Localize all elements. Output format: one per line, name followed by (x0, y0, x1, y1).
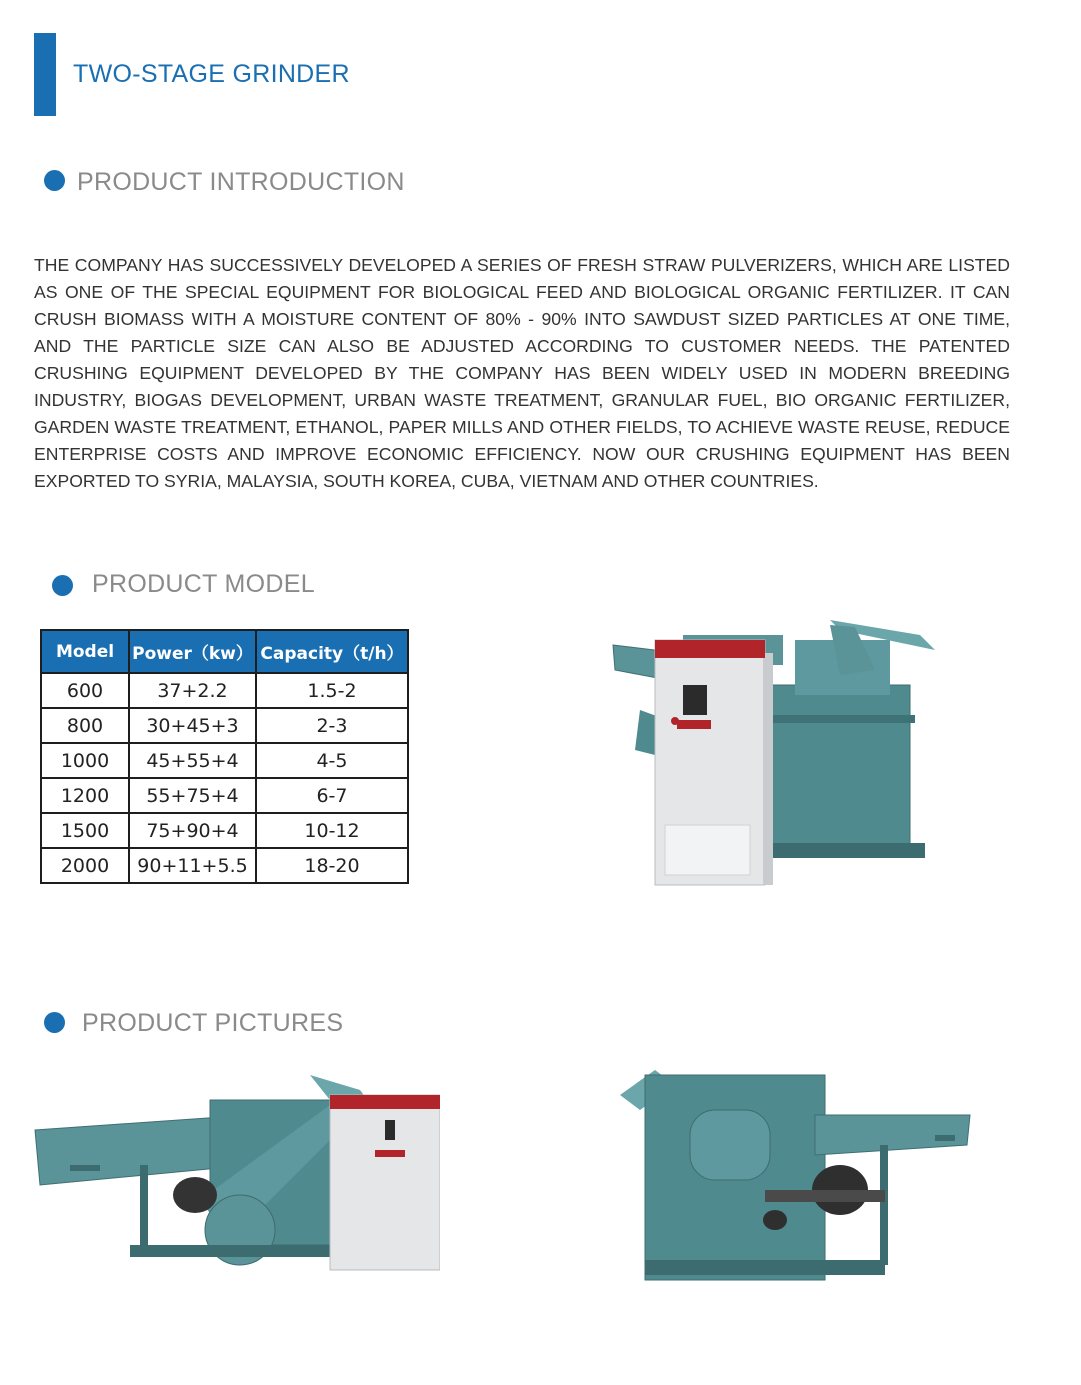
column-header-capacity: Capacity（t/h） (256, 630, 408, 673)
cell-model: 2000 (41, 848, 129, 883)
table-row (41, 778, 408, 813)
bullet-dot-icon (44, 1012, 65, 1033)
table-row (41, 708, 408, 743)
column-header-model: Model (41, 630, 129, 673)
cell-model: 1000 (41, 743, 129, 778)
column-header-power: Power（kw） (129, 630, 256, 673)
cell-capacity: 18-20 (256, 848, 408, 883)
cell-capacity: 4-5 (256, 743, 408, 778)
cell-power: 37+2.2 (129, 673, 256, 708)
cell-power: 45+55+4 (129, 743, 256, 778)
table-row (41, 743, 408, 778)
cell-model: 1200 (41, 778, 129, 813)
section-heading-pictures: PRODUCT PICTURES (82, 1009, 344, 1037)
bullet-dot-icon (52, 575, 73, 596)
table-row (41, 813, 408, 848)
page-title: TWO-STAGE GRINDER (73, 60, 350, 88)
cell-power: 75+90+4 (129, 813, 256, 848)
cell-capacity: 1.5-2 (256, 673, 408, 708)
cell-capacity: 2-3 (256, 708, 408, 743)
grinder-front-photo (605, 615, 945, 890)
section-heading-introduction: PRODUCT INTRODUCTION (77, 168, 405, 196)
intro-paragraph: THE COMPANY HAS SUCCESSIVELY DEVELOPED A SERIES OF FRESH STRAW PULVERIZERS, WHICH ARE LISTED AS ONE OF THE SPECIAL EQUIPMENT FOR BIOLOGICAL FEED AND BIOLOGICAL ORGANIC FERTILIZER. IT CAN CRUSH BIOMASS WITH A MOISTURE CONTENT OF 80% - 90% INTO SAWDUST SIZED PARTICLES AT ONE TIME, AND THE PARTICLE SIZE CAN ALSO BE ADJUSTED ACCORDING TO CUSTOMER NEEDS. THE PATENTED CRUSHING EQUIPMENT DEVELOPED BY THE COMPANY HAS BEEN WIDELY USED IN MODERN BREEDING INDUSTRY, BIOGAS DEVELOPMENT, URBAN WASTE TREATMENT, GRANULAR FUEL, BIO ORGANIC FERTILIZER, GARDEN WASTE TREATMENT, ETHANOL, PAPER MILLS AND OTHER FIELDS, TO ACHIEVE WASTE REUSE, REDUCE ENTERPRISE COSTS AND IMPROVE ECONOMIC EFFICIENCY. NOW OUR CRUSHING EQUIPMENT HAS BEEN EXPORTED TO SYRIA, MALAYSIA, SOUTH KOREA, CUBA, VIETNAM AND OTHER COUNTRIES. (34, 255, 1010, 491)
cell-capacity: 6-7 (256, 778, 408, 813)
title-accent-bar (34, 33, 56, 116)
grinder-side-photo-right (615, 1060, 975, 1285)
table-row (41, 673, 408, 708)
table-header-row (41, 630, 408, 673)
cell-power: 55+75+4 (129, 778, 256, 813)
section-heading-model: PRODUCT MODEL (92, 570, 315, 598)
cell-power: 30+45+3 (129, 708, 256, 743)
cell-capacity: 10-12 (256, 813, 408, 848)
grinder-side-photo-left (30, 1070, 440, 1280)
bullet-dot-icon (44, 170, 65, 191)
cell-model: 1500 (41, 813, 129, 848)
cell-model: 800 (41, 708, 129, 743)
table-row (41, 848, 408, 883)
cell-power: 90+11+5.5 (129, 848, 256, 883)
spec-table (40, 629, 409, 884)
cell-model: 600 (41, 673, 129, 708)
